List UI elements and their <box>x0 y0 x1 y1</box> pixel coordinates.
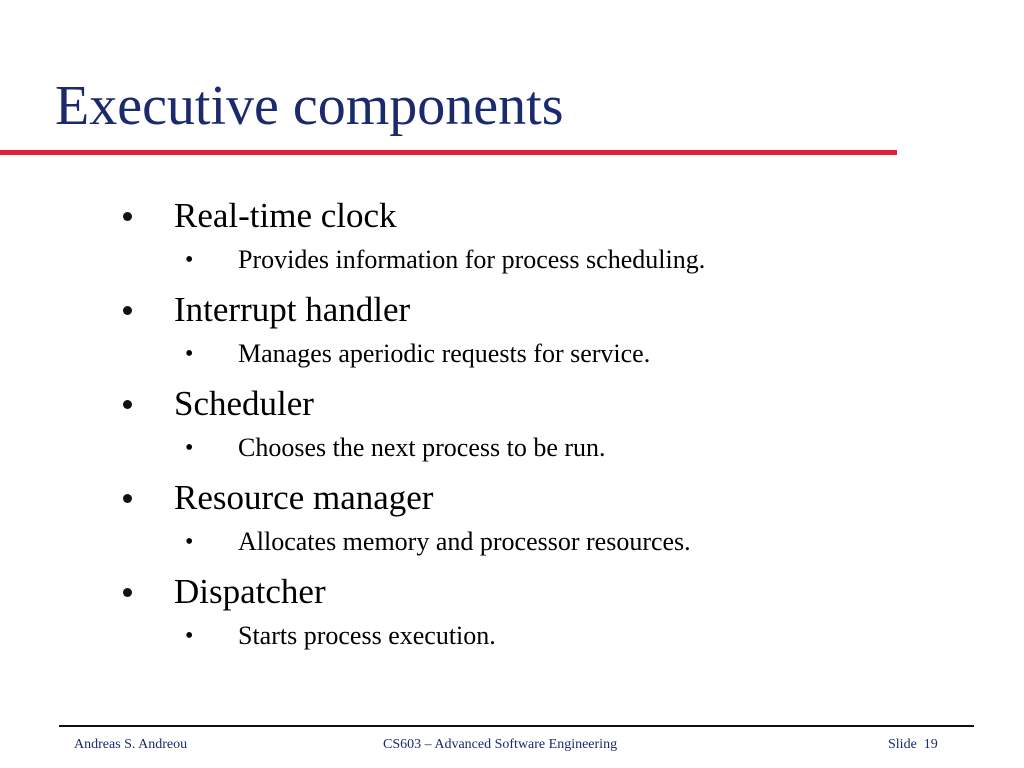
sub-bullet-icon: • <box>185 247 194 273</box>
bullet-label: Scheduler <box>174 384 314 423</box>
bullet-label: Interrupt handler <box>174 290 411 329</box>
sub-bullet-icon: • <box>185 529 194 555</box>
footer-slide-number: Slide 19 <box>888 737 938 752</box>
title-underline <box>0 150 897 155</box>
bullet-detail: Chooses the next process to be run. <box>238 433 606 462</box>
bullet-detail: Manages aperiodic requests for service. <box>238 339 651 368</box>
bullet-label: Resource manager <box>174 478 434 517</box>
sub-bullet-icon: • <box>185 623 194 649</box>
slide-title: Executive components <box>55 75 564 137</box>
bullet-dot-icon <box>123 400 132 409</box>
bullet-label: Real-time clock <box>174 196 397 235</box>
bullet-dot-icon <box>123 306 132 315</box>
footer-course: CS603 – Advanced Software Engineering <box>383 737 618 752</box>
bullet-detail: Provides information for process scheduling. <box>238 245 706 274</box>
bullet-dot-icon <box>123 494 132 503</box>
footer-divider <box>59 725 974 727</box>
bullet-detail: Allocates memory and processor resources. <box>238 527 691 556</box>
sub-bullet-icon: • <box>185 341 194 367</box>
footer-author: Andreas S. Andreou <box>74 737 188 752</box>
bullet-label: Dispatcher <box>174 572 326 611</box>
bullet-dot-icon <box>123 212 132 221</box>
bullet-dot-icon <box>123 588 132 597</box>
sub-bullet-icon: • <box>185 435 194 461</box>
bullet-detail: Starts process execution. <box>238 621 496 650</box>
